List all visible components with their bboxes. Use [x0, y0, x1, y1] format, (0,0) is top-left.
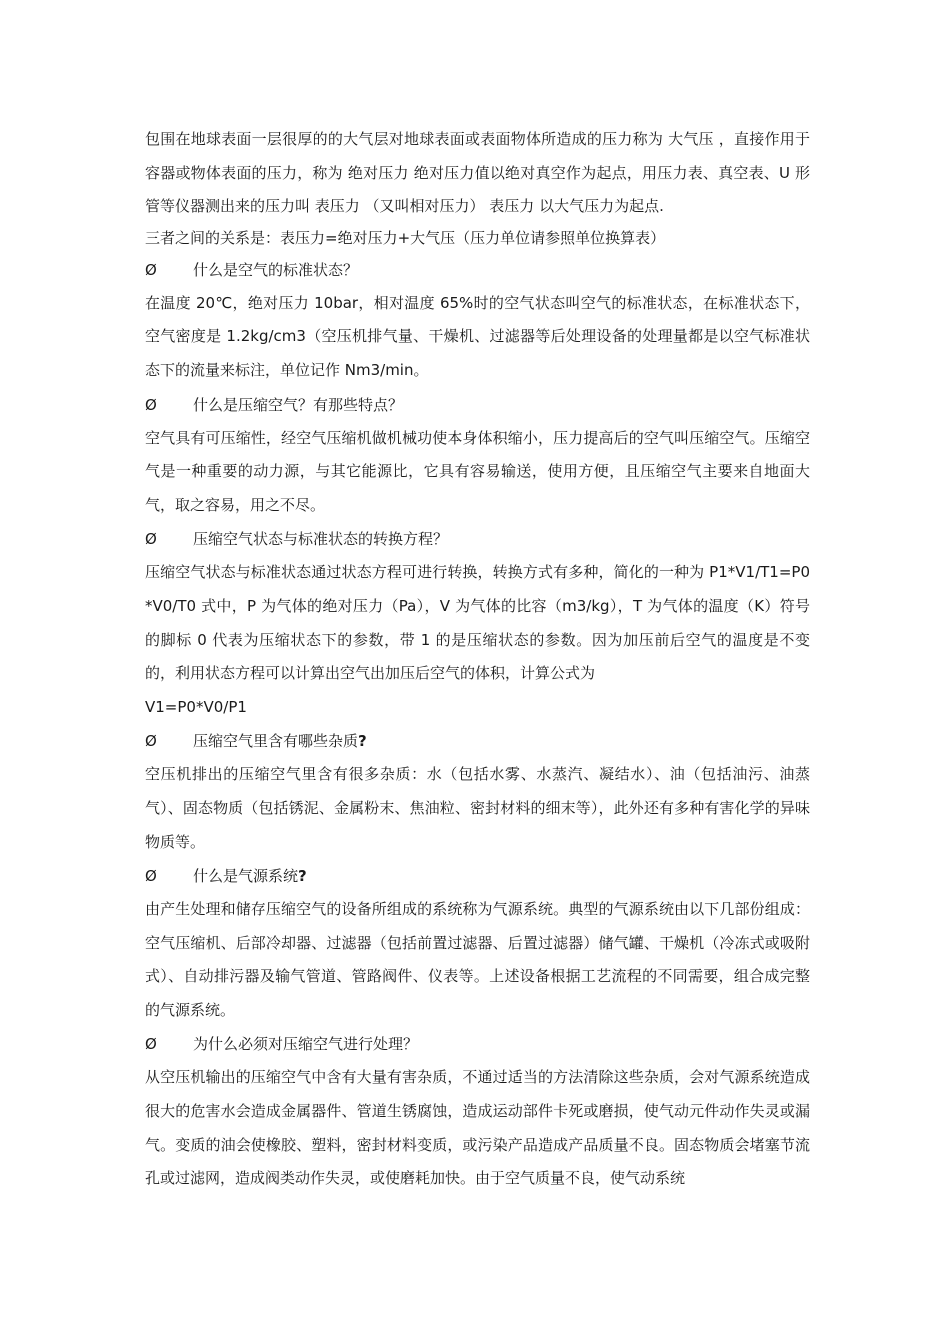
section-answer: 在温度 20℃，绝对压力 10bar，相对温度 65%时的空气状态叫空气的标准状态，在标准状态下，空气密度是 1.2kg/cm3（空压机排气量、干燥机、过滤器等后处理设备的处理量都是以空气标准状态下的流量来标注，单位记作 Nm3/min。: [145, 293, 810, 379]
bullet-marker: Ø: [145, 530, 157, 549]
section-heading: [145, 859, 810, 893]
question-mark: ?: [298, 867, 307, 886]
document-page: [145, 123, 810, 1196]
section-heading: [145, 388, 810, 422]
section-question: 为什么必须对压缩空气进行处理？: [193, 1035, 419, 1054]
section-question: 压缩空气状态与标准状态的转换方程？: [193, 530, 449, 549]
bullet-marker: Ø: [145, 732, 157, 751]
section-heading: [145, 253, 810, 287]
section-question: 什么是压缩空气？有那些特点？: [193, 395, 404, 414]
question-mark: ?: [358, 732, 367, 751]
bullet-marker: Ø: [145, 260, 157, 279]
section-answer: 空气具有可压缩性，经空气压缩机做机械功使本身体积缩小，压力提高后的空气叫压缩空气。压缩空气是一种重要的动力源，与其它能源比，它具有容易输送，使用方便，且压缩空气主要来自地面大气，取之容易，用之不尽。: [145, 428, 810, 514]
question-text: 压缩空气里含有哪些杂质: [193, 732, 359, 751]
bullet-marker: Ø: [145, 867, 157, 886]
section-question: [193, 859, 307, 893]
section-answer: 由产生处理和储存压缩空气的设备所组成的系统称为气源系统。典型的气源系统由以下几部份组成：空气压缩机、后部冷却器、过滤器（包括前置过滤器、后置过滤器）储气罐、干燥机（冷冻式或吸附式）、自动排污器及输气管道、管路阀件、仪表等。上述设备根据工艺流程的不同需要，组合成完整的气源系统。: [145, 900, 810, 1019]
section-answer: 空压机排出的压缩空气里含有很多杂质：水（包括水雾、水蒸汽、凝结水）、油（包括油污、油蒸气）、固态物质（包括锈泥、金属粉末、焦油粒、密封材料的细末等），此外还有多种有害化学的异味物质等。: [145, 765, 810, 851]
section-heading: [145, 1027, 810, 1061]
section-answer: 从空压机输出的压缩空气中含有大量有害杂质，不通过适当的方法清除这些杂质，会对气源系统造成很大的危害水会造成金属器件、管道生锈腐蚀，造成运动部件卡死或磨损，使气动元件动作失灵或漏气。变质的油会使橡胶、塑料，密封材料变质，或污染产品造成产品质量不良。固态物质会堵塞节流孔或过滤网，造成阀类动作失灵，或使磨耗加快。由于空气质量不良，使气动系统: [145, 1068, 810, 1188]
question-text: 什么是气源系统: [193, 867, 299, 886]
section-answer: 压缩空气状态与标准状态通过状态方程可进行转换，转换方式有多种，简化的一种为 P1*V1/T1=P0*V0/T0 式中，P 为气体的绝对压力（Pa），V 为气体的比容（m3/kg），T 为气体的温度（K）符号的脚标 0 代表为压缩状态下的参数，带 1 的是压缩状态的参数。因为加压前后空气的温度是不变的，利用状态方程可以计算出空气出加压后空气的体积，计算公式为: [145, 563, 810, 683]
section-heading: [145, 522, 810, 556]
section-heading: [145, 724, 810, 758]
section-question: 什么是空气的标准状态？: [193, 260, 359, 279]
intro-paragraph: 包围在地球表面一层很厚的的大气层对地球表面或表面物体所造成的压力称为 大气压 ，直接作用于容器或物体表面的压力，称为 绝对压力 绝对压力值以绝对真空作为起点，用压力表、真空表、U 形管等仪器测出来的压力叫 表压力 （又叫相对压力） 表压力 以大气压力为起点.: [145, 130, 810, 216]
section-question: [193, 724, 367, 758]
formula-line: V1=P0*V0/P1: [145, 697, 247, 716]
bullet-marker: Ø: [145, 1035, 157, 1054]
intro-relation: 三者之间的关系是：表压力=绝对压力+大气压（压力单位请参照单位换算表）: [145, 228, 666, 247]
bullet-marker: Ø: [145, 395, 157, 414]
